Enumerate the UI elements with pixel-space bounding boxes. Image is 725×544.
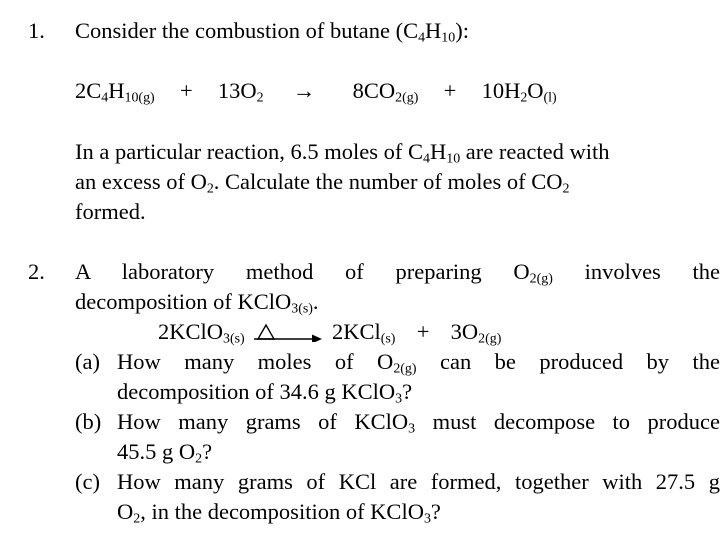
q2-equation — [158, 317, 501, 347]
q2-eq-heat-arrow — [250, 324, 326, 344]
q2-eq-plus: + — [416, 319, 430, 344]
q1-eq-product2: $10H_2O_{(l)}$ — [481, 78, 557, 106]
q1-text-line2: an excess of $O_2$. Calculate the number of moles of $CO_2$ — [75, 169, 570, 197]
q2-part-c-label: (c) — [75, 469, 100, 494]
q1-eq-plus1: + — [179, 78, 193, 103]
q1-intro: Consider the combustion of butane $(C_4H_{10})$: — [75, 18, 469, 46]
q2-part-c-line2: $O_2$, in the decomposition of KClO$_3$? — [117, 499, 441, 527]
q1-eq-product1: $8CO_{2(g)}$ — [352, 78, 419, 106]
q2-part-b-line1: How many grams of KClO$_3$ must decompose to produce — [117, 409, 720, 437]
q1-eq-reactant1: $2C_4H_{10(g)}$ — [75, 78, 155, 106]
q1-number: 1. — [28, 18, 45, 43]
q2-number: 2. — [28, 259, 45, 284]
q2-part-a-line1: How many moles of $O_{2(g)}$ can be produced by the — [117, 349, 720, 377]
q2-part-b-line2: 45.5 g $O_2$? — [117, 439, 213, 467]
q2-text-line2: decomposition of KClO$_{3(s)}$. — [75, 289, 319, 317]
q1-eq-plus2: + — [443, 78, 457, 103]
q2-eq-product2: $3O_{2(g)}$ — [450, 319, 502, 347]
q1-text-line3: formed. — [75, 199, 146, 224]
q2-part-b-label: (b) — [75, 409, 102, 434]
q2-eq-reactant: 2KClO$_{3(s)}$ — [158, 319, 245, 347]
q2-text-line1: A laboratory method of preparing $O_{2(g)}$ involves the — [75, 259, 720, 287]
q2-part-a-line2: decomposition of 34.6 g KClO$_3$? — [117, 379, 413, 407]
q1-equation — [75, 76, 605, 106]
q1-eq-arrow: → — [292, 78, 316, 103]
q2-eq-product1: 2KCl$_{(s)}$ — [331, 319, 396, 347]
q1-text-line1: In a particular reaction, 6.5 moles of $C_4H_{10}$ are reacted with — [75, 139, 610, 167]
q1-eq-reactant2: $13O_2$ — [217, 78, 264, 106]
q2-part-a-label: (a) — [75, 349, 100, 374]
q2-part-c-line1: How many grams of KCl are formed, together with 27.5 g — [117, 469, 720, 494]
